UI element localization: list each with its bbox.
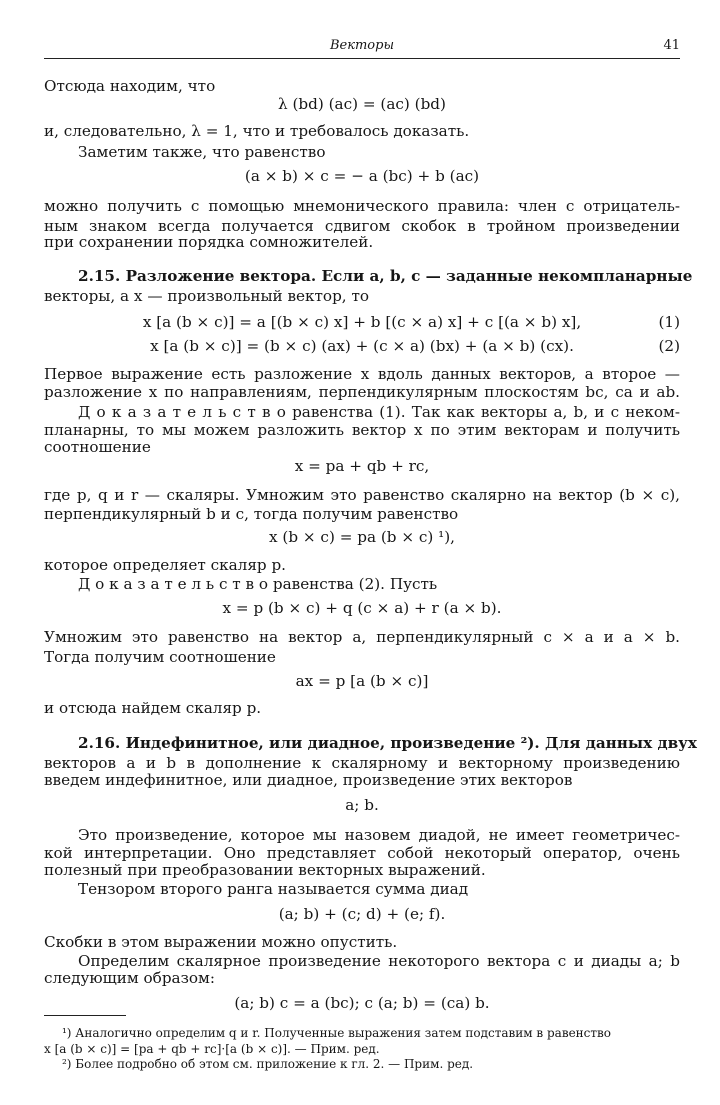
text-line: следующим образом: — [44, 969, 215, 987]
footnote-rule — [44, 1015, 126, 1016]
text-line: Д о к а з а т е л ь с т в о равенства (2). Пусть — [78, 575, 438, 593]
equation-number: (2) — [658, 337, 680, 355]
text-line: Умножим это равенство на вектор a, перпендикулярный c × a и a × b. — [44, 628, 680, 646]
text-line: можно получить с помощью мнемонического правила: член с отрицатель- — [44, 197, 680, 215]
text-line: которое определяет скаляр p. — [44, 556, 287, 574]
text-line: Тогда получим соотношение — [44, 648, 276, 666]
footnote: ²) Более подробно об этом см. приложение к гл. 2. — Прим. ред. — [62, 1057, 474, 1071]
equation-1-row — [44, 312, 680, 332]
equation-number: (1) — [658, 313, 680, 331]
formula: ax = p [a (b × c)] — [295, 672, 429, 690]
text-line: полезный при преобразовании векторных выражений. — [44, 861, 486, 879]
text-line: Скобки в этом выражении можно опустить. — [44, 933, 398, 951]
text-line: Определим скалярное произведение некоторого вектора c и диады a; b — [78, 952, 680, 970]
text-line: введем индефинитное, или диадное, произведение этих векторов — [44, 771, 573, 789]
text-line: Д о к а з а т е л ь с т в о равенства (1). Так как векторы a, b, и c неком- — [78, 403, 680, 421]
section-heading: 2.16. Индефинитное, или диадное, произведение ²). Для данных двух — [78, 734, 697, 752]
running-header — [44, 38, 680, 58]
text-line: перпендикулярный b и c, тогда получим равенство — [44, 505, 459, 523]
text-line: где p, q и r — скаляры. Умножим это равенство скалярно на вектор (b × c), — [44, 486, 680, 504]
text-line: соотношение — [44, 438, 151, 456]
formula: x = p (b × c) + q (c × a) + r (a × b). — [222, 599, 502, 617]
text-line: Тензором второго ранга называется сумма диад — [78, 880, 469, 898]
footnote: x [a (b × c)] = [pa + qb + rc]·[a (b × c)]. — Прим. ред. — [44, 1042, 380, 1056]
text-line: Первое выражение есть разложение x вдоль данных векторов, а второе — — [44, 365, 680, 383]
text-line: Отсюда находим, что — [44, 77, 216, 95]
equation-2: x [a (b × c)] = (b × c) (ax) + (c × a) (bx) + (a × b) (cx). — [150, 337, 574, 355]
header-rule — [44, 58, 680, 59]
text-line: ным знаком всегда получается сдвигом скобок в тройном произведении — [44, 217, 680, 235]
formula: λ (bd) (ac) = (ac) (bd) — [278, 95, 446, 113]
section-heading: 2.15. Разложение вектора. Если a, b, c — заданные некомпланарные — [78, 267, 693, 285]
formula: (a × b) × c = − a (bc) + b (ac) — [244, 167, 480, 185]
running-title: Векторы — [329, 38, 395, 53]
equation-2-row — [44, 336, 680, 356]
text-line: векторы, а x — произвольный вектор, то — [44, 287, 369, 305]
page-number: 41 — [663, 38, 680, 53]
formula: (a; b) c = a (bc); c (a; b) = (ca) b. — [234, 994, 490, 1012]
equation-1: x [a (b × c)] = a [(b × c) x] + b [(c × a) x] + c [(a × b) x], — [142, 313, 582, 331]
text-line: кой интерпретации. Оно представляет собой некоторый оператор, очень — [44, 844, 680, 862]
text-line: планарны, то мы можем разложить вектор x по этим векторам и получить — [44, 421, 680, 439]
text-line: Это произведение, которое мы назовем диадой, не имеет геометричес- — [78, 826, 680, 844]
text-line: и, следовательно, λ = 1, что и требовалось доказать. — [44, 122, 470, 140]
formula: (a; b) + (c; d) + (e; f). — [278, 905, 446, 923]
text-line: при сохранении порядка сомножителей. — [44, 233, 374, 251]
formula: a; b. — [345, 796, 379, 814]
text-line: и отсюда найдем скаляр p. — [44, 699, 262, 717]
formula: x = pa + qb + rc, — [294, 457, 430, 475]
text-line: разложение x по направлениям, перпендикулярным плоскостям bc, ca и ab. — [44, 383, 680, 401]
text-line: Заметим также, что равенство — [78, 143, 326, 161]
text-line: векторов a и b в дополнение к скалярному и векторному произведению — [44, 754, 680, 772]
footnote: ¹) Аналогично определим q и r. Полученные выражения затем подставим в равенство — [62, 1026, 612, 1040]
formula: x (b × c) = pa (b × c) ¹), — [269, 528, 455, 546]
